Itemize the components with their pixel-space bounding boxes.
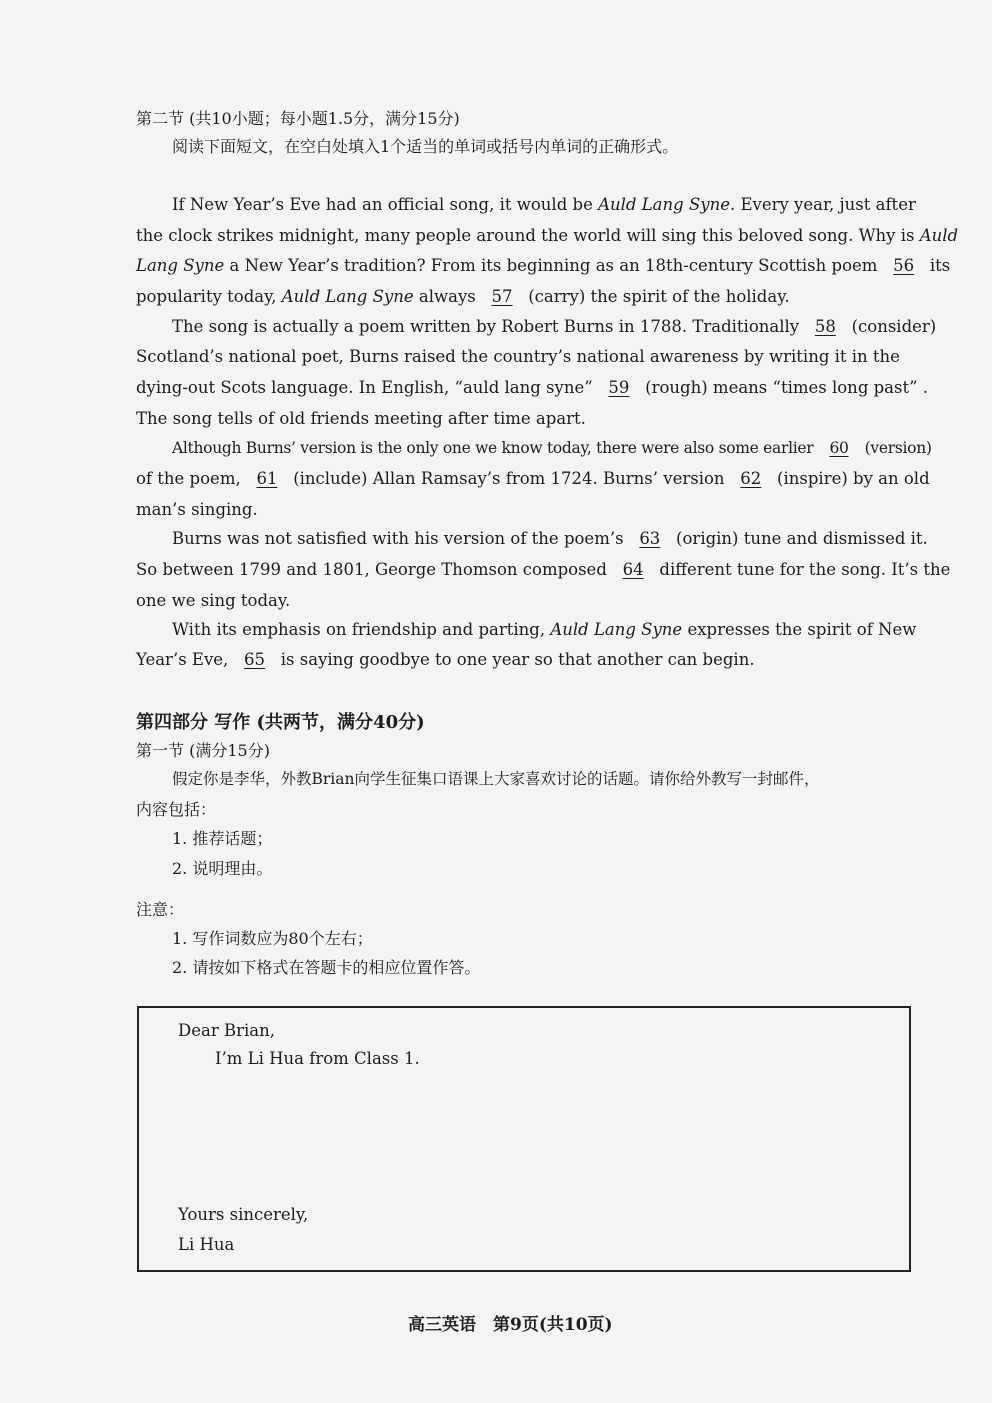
passage-line: man’s singing.	[136, 500, 258, 519]
passage-text: (version)	[860, 439, 932, 457]
blank-58[interactable]: 58	[814, 317, 836, 336]
section-instruction: 阅读下面短文，在空白处填入1个适当的单词或括号内单词的正确形式。	[172, 137, 679, 156]
passage-line	[136, 469, 930, 488]
passage-text: Year’s Eve,	[136, 650, 234, 669]
passage-line	[136, 226, 958, 245]
passage-text: a New Year’s tradition? From its beginning as an 18th-century Scottish poem	[224, 256, 883, 275]
section-heading: 第一节 (满分15分)	[136, 741, 270, 760]
passage-text: The song is actually a poem written by Robert Burns in 1788. Traditionally	[172, 317, 805, 336]
passage-text: (consider)	[846, 317, 937, 336]
note-item: 1. 写作词数应为80个左右；	[172, 929, 373, 948]
passage-text: (rough) means “times long past” .	[639, 378, 929, 397]
task-item: 2. 说明理由。	[172, 859, 273, 878]
passage-text: Burns was not satisfied with his version of the poem’s	[172, 529, 629, 548]
letter-closing: Yours sincerely,	[178, 1205, 309, 1224]
passage-text: expresses the spirit of New	[682, 620, 917, 639]
passage-text: Although Burns’ version is the only one we know today, there were also some earlier	[172, 439, 819, 457]
passage-text: is saying goodbye to one year so that another can begin.	[275, 650, 755, 669]
note-item: 2. 请按如下格式在答题卡的相应位置作答。	[172, 958, 481, 977]
passage-text: (carry) the spirit of the holiday.	[522, 287, 790, 306]
passage-line	[136, 287, 790, 306]
passage-text: the clock strikes midnight, many people around the world will sing this beloved song. Why is	[136, 226, 920, 245]
passage-text: its	[924, 256, 951, 275]
passage-line	[172, 439, 932, 457]
passage-line	[172, 620, 916, 639]
passage-text: . Every year, just after	[729, 195, 916, 214]
task-item: 1. 推荐话题；	[172, 829, 273, 848]
section-heading: 第二节 (共10小题；每小题1.5分，满分15分)	[136, 109, 460, 128]
passage-text: So between 1799 and 1801, George Thomson composed	[136, 560, 613, 579]
blank-59[interactable]: 59	[608, 378, 630, 397]
passage-text: (origin) tune and dismissed it.	[670, 529, 928, 548]
blank-63[interactable]: 63	[639, 529, 661, 548]
passage-line	[136, 650, 755, 669]
letter-signature: Li Hua	[178, 1235, 235, 1254]
blank-56[interactable]: 56	[893, 256, 915, 275]
passage-line	[136, 256, 950, 275]
passage-text: different tune for the song. It’s the	[654, 560, 951, 579]
blank-61[interactable]: 61	[256, 469, 278, 488]
letter-opening: I’m Li Hua from Class 1.	[215, 1049, 420, 1068]
passage-text: With its emphasis on friendship and parting,	[172, 620, 551, 639]
page-footer: 高三英语 第9页(共10页)	[408, 1315, 613, 1335]
passage-line: one we sing today.	[136, 591, 291, 610]
passage-text: of the poem,	[136, 469, 246, 488]
blank-57[interactable]: 57	[491, 287, 513, 306]
passage-line	[136, 560, 950, 579]
blank-62[interactable]: 62	[740, 469, 762, 488]
passage-text: dying-out Scots language. In English, “auld lang syne”	[136, 378, 598, 397]
passage-text: popularity today,	[136, 287, 282, 306]
passage-text: If New Year’s Eve had an official song, it would be	[172, 195, 599, 214]
blank-60[interactable]: 60	[829, 439, 849, 457]
blank-64[interactable]: 64	[622, 560, 644, 579]
passage-text: (inspire) by an old	[771, 469, 930, 488]
task-description: 假定你是李华，外教Brian向学生征集口语课上大家喜欢讨论的话题。请你给外教写一封邮件，	[172, 770, 820, 788]
passage-line: Scotland’s national poet, Burns raised the country’s national awareness by writing it in the	[136, 347, 900, 366]
passage-line	[172, 529, 928, 548]
song-title: Auld	[919, 226, 959, 245]
passage-line	[172, 317, 936, 336]
passage-text: always	[413, 287, 481, 306]
passage-line: The song tells of old friends meeting after time apart.	[136, 409, 586, 428]
notes-label: 注意：	[136, 900, 185, 919]
blank-65[interactable]: 65	[244, 650, 266, 669]
song-title: Lang Syne	[136, 256, 225, 275]
song-title: Auld Lang Syne	[281, 287, 414, 306]
song-title: Auld Lang Syne	[550, 620, 683, 639]
passage-text: (include) Allan Ramsay’s from 1724. Burns’ version	[287, 469, 730, 488]
passage-line	[172, 195, 916, 214]
letter-salutation: Dear Brian,	[178, 1021, 275, 1040]
passage-line	[136, 378, 928, 397]
letter-format-box	[137, 1006, 911, 1272]
task-description: 内容包括：	[136, 800, 217, 819]
song-title: Auld Lang Syne	[598, 195, 730, 214]
part-heading: 第四部分 写作 (共两节，满分40分)	[136, 712, 425, 733]
